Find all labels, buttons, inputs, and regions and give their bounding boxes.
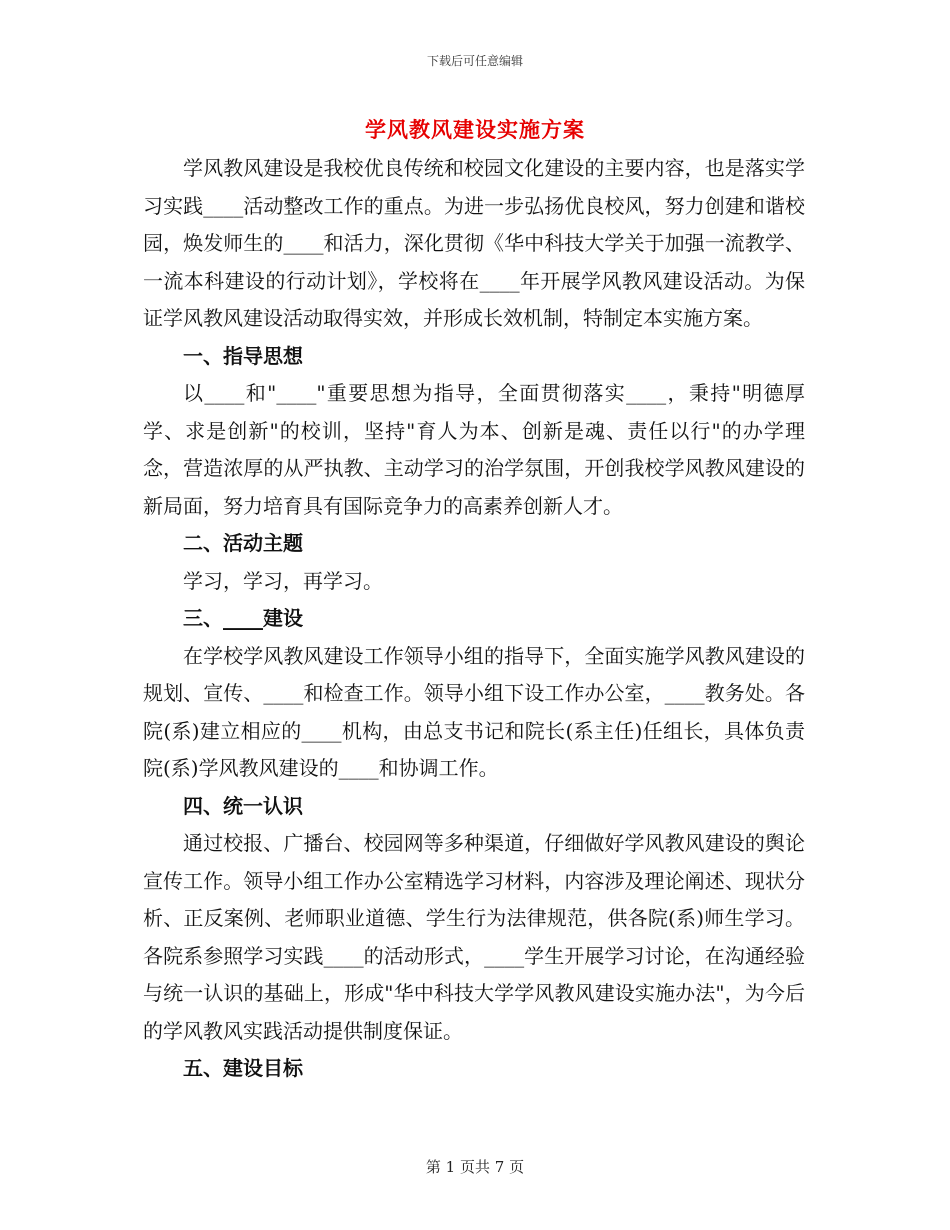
guiding-paragraph: 以____和"____"重要思想为指导，全面贯彻落实____，秉持"明德厚学、求是创新"的校训，坚持"育人为本、创新是魂、责任以行"的办学理念，营造浓厚的从严执教、主动学习的治学氛围，开创我校学风教风建设的新局面，努力培育具有国际竞争力的高素养创新人才。 [143,381,805,518]
theme-paragraph: 学习，学习，再学习。 [183,568,383,593]
document-body [143,150,805,1088]
intro-paragraph: 学风教风建设是我校优良传统和校园文化建设的主要内容，也是落实学习实践____活动整改工作的重点。为进一步弘扬优良校风，努力创建和谐校园，焕发师生的____和活力，深化贯彻《华中科技大学关于加强一流教学、一流本科建设的行动计划》，学校将在____年开展学风教风建设活动。为保证学风教风建设活动取得实效，并形成长效机制，特制定本实施方案。 [143,156,805,330]
page-footer: 第 1 页共 7 页 [425,1158,525,1176]
consensus-paragraph: 通过校报、广播台、校园网等多种渠道，仔细做好学风教风建设的舆论宣传工作。领导小组工作办公室精选学习材料，内容涉及理论阐述、现状分析、正反案例、老师职业道德、学生行为法律规范，供各院(系)师生学习。各院系参照学习实践____的活动形式，____学生开展学习讨论，在沟通经验与统一认识的基础上，形成"华中科技大学学风教风建设实施办法"，为今后的学风教风实践活动提供制度保证。 [143,831,805,1043]
section-heading-build: 三、____建设 [183,606,303,630]
section-heading-goals: 五、建设目标 [183,1056,303,1080]
section-heading-guiding: 一、指导思想 [183,343,303,368]
build-paragraph: 在学校学风教风建设工作领导小组的指导下，全面实施学风教风建设的规划、宣传、____和检查工作。领导小组下设工作办公室，____教务处。各院(系)建立相应的____机构，由总支书记和院长(系主任)任组长，具体负责院(系)学风教风建设的____和协调工作。 [143,643,805,780]
page-header: 下载后可任意编辑 [426,54,523,68]
section-heading-theme: 二、活动主题 [183,531,303,555]
section-heading-consensus: 四、统一认识 [183,793,303,818]
document-title: 学风教风建设实施方案 [365,118,585,142]
